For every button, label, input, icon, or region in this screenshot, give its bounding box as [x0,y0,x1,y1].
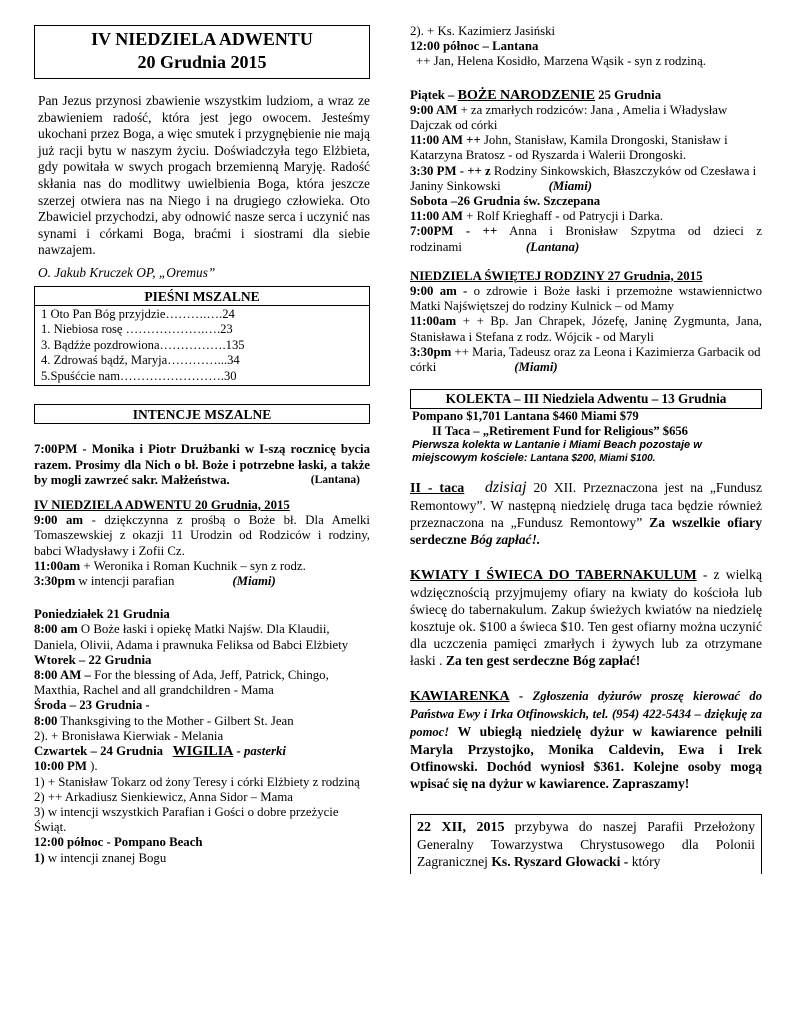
thanks-text: Za wszelkie ofiary serdeczne [410,515,762,548]
intention-text: ++ Maria, Tadeusz oraz za Leona i Kazimierza Garbacik od córki [410,344,761,375]
collection-note-amounts: Lantana $200, Miami $100. [527,453,656,465]
second-collection-label: II - taca [410,481,465,497]
wigilia-label: WIGILIA [172,744,234,760]
cafe-label: KAWIARENKA [410,689,510,705]
intention-first-place: (Lantana) [310,473,360,486]
intention-text: + + Bp. Jan Chrapek, Józefę, Janinę Zygmunta, Jana, Stanisława i Stefana z rodz. Wójcik - od Maryli [410,314,762,344]
mass-time: 9:00 am [34,513,84,528]
mass-time: 10:00 PM [34,759,87,774]
cafe-paragraph [410,687,762,792]
intention-item [410,345,762,375]
second-collection-text: 20 XII. Przeznaczona jest na „Fundusz Remontowy”. W następną niedzielę druga taca będzie również przeznaczona na „Fundusz Remontowy” [410,480,762,531]
song-item: 1 Oto Pan Bóg przyjdzie……….….24 [41,306,235,321]
mass-time: 11:00am [410,314,457,329]
bulletin-title: IV NIEDZIELA ADWENTU [91,29,313,49]
intention-item: 2). + Ks. Kazimierz Jasiński [410,24,556,38]
visit-name: Ks. Ryszard Głowacki - [487,854,629,870]
intention-text: Rodziny Sinkowskich, Błaszczyków od Czesława i Janiny Sinkowski [410,163,757,193]
intention-item: 1) + Stanisław Tokarz od żony Teresy i córki Elżbiety z rodziną [34,774,360,789]
intention-item [34,559,370,574]
second-collection-paragraph [410,479,762,548]
intention-item [34,714,370,729]
flowers-thanks: Za ten gest serdeczne Bóg zapłać! [442,653,641,669]
intention-item: ++ Jan, Helena Kosidło, Marzena Wąsik - syn z rodziną. [416,54,706,69]
visit-text: przybywa do naszej Parafii Przełożony Generalny Towarzystwa Chrystusowego dla Polonii Zagranicznej [417,819,755,870]
song-item: 3. Bądźże pozdrowiona…………….135 [41,337,245,352]
christmas-label: BOŻE NARODZENIE [457,87,595,103]
right-column [410,24,762,874]
day-label: Czwartek – 24 Grudnia [34,744,164,759]
intention-item [410,314,762,344]
thanks-god-text: Bóg zapłać!. [466,532,541,548]
flowers-paragraph [410,566,762,669]
intention-time-row [34,759,370,774]
intention-item [410,284,762,314]
holy-family-header: NIEDZIELA ŚWIĘTEJ RODZINY 27 Grudnia, 2015 [410,268,703,283]
cafe-text: W ubiegłą niedzielę dyżur w kawiarence pełnili Maryla Przystojko, Monika Caldevin, Ewa i Irek Otfinowski. Dochód wyniosł $361. Kolejne osoby mogą wpisać się na dyżur w kawiarence. Zapraszamy! [410,724,762,792]
mass-time: 7:00PM - ++ [410,224,498,239]
tuesday-header: Wtorek – 22 Grudnia [34,652,152,667]
intention-text: O Boże łaski i opiekę Matki Najśw. Dla Klaudii, Daniela, Olivii, Adama i prawnuka Feliksa od Babci Elżbiety [34,622,349,652]
collection-line: II Taca – „Retirement Fund for Religious” $656 [432,424,688,439]
bulletin-date: 20 Grudnia 2015 [137,52,267,72]
collection-note [410,439,762,465]
mass-time: 11:00 AM ++ [410,133,481,148]
intention-first-text: 7:00PM - Monika i Piotr Drużbanki w I-szą rocznicę bycia razem. Prosimy dla Nich o bł. Boże i potrzebne łaski, a także by mogli zawrzeć sakr. Małżeństwa. [34,442,370,487]
intention-text: John, Stanisław, Kamila Drongoski, Stanisław i Katarzyna Bratosz - od Ryszarda i Walerii Drongoski. [410,133,728,163]
intention-item [410,103,762,133]
mass-time: 3:30pm [410,344,452,359]
intro-paragraph: Pan Jezus przynosi zbawienie wszystkim ludziom, a wraz ze zbawieniem radość, która jest jego owocem. Jesteśmy ukochani przez Boga, a więc smutek i przygnębienie nie mają już racji bytu w naszym życiu. Doświadczyła tego Elżbieta, gdy powitała w swych progach brzemienną Maryję. Radość skłania nas do modlitwy uwielbienia Boga, która jeszcze szerzej otwiera nas na Niego i na drugiego człowieka. Oto Zbawiciel przychodzi, aby odnowić nasze serca i uczynić nas synami i córkami Boga, braćmi i siostrami dla siebie nawzajem. [38,93,370,258]
intentions-list [34,442,370,865]
mass-time: 3:30 PM - ++ z [410,163,491,178]
song-item: 5.Spuśćcie nam…………………….30 [41,368,237,383]
intention-item: 2). + Bronisława Kierwiak - Melania [34,728,224,743]
intentions-header: INTENCJE MSZALNE [34,404,370,424]
friday-header [410,88,762,103]
intention-text: - dziękczynna z prośbą o Boże bł. Dla Amelki Tomaszewskiej z okazji 11 Urodzin od Rodziców i rodziny, babci Władysławy i Zofii Cz. [34,513,370,558]
intention-text: w intencji znanej Bogu [44,850,167,865]
day-label: Piątek – [410,87,458,102]
day-date: 25 Grudnia [594,87,662,102]
mass-place: (Lantana) [525,239,580,254]
intentions-continued [410,24,762,375]
mass-time: 8:00 am [34,622,78,637]
intention-text: + za zmarłych rodziców: Jana , Amelia i Władysław Dajczak od córki [410,102,728,133]
collection-header: KOLEKTA – III Niedziela Adwentu – 13 Grudnia [410,389,762,409]
intro-signature: O. Jakub Kruczek OP, „Oremus” [38,264,216,280]
intention-text: Anna i Bronisław Szpytma od dzieci z rodzinami [410,224,762,254]
mass-time: 11:00am [34,558,81,573]
intention-text: w intencji parafian [75,574,175,589]
collection-line: Pompano $1,701 Lantana $460 Miami $79 [412,409,639,424]
intention-text: + Weronika i Roman Kuchnik – syn z rodz. [80,558,306,573]
thursday-header [34,744,370,759]
mass-time: 8:00 [34,713,58,728]
intention-text: For the blessing of Ada, Jeff, Patrick, Chingo, Maxthia, Rachel and all grandchildren - Mama [34,668,329,698]
intention-item [34,668,370,698]
mass-time: 11:00 AM [410,209,463,224]
intention-text: Thanksgiving to the Mother - Gilbert St. Jean [57,713,294,728]
mass-place: (Miami) [514,360,558,375]
sunday-header: IV NIEDZIELA ADWENTU 20 Grudnia, 2015 [34,498,290,513]
intention-item [410,224,762,254]
mass-time: 9:00 am - [410,284,468,299]
cafe-contact: - Zgłoszenia dyżurów proszę kierować do Państwa Ewy i Irka Otfinowskich, tel. (954) 422-5434 – dziękuję za pomoc! [410,689,762,740]
collection-note-text: Pierwsza kolekta w Lantanie i Miami Beach pozostaje w miejscowym kościele: [412,439,702,465]
monday-header: Poniedziałek 21 Grudnia [34,607,170,622]
intention-item [410,209,762,224]
item-number: 1) [34,850,45,865]
left-column [34,22,370,866]
mass-time: 3:30pm [34,574,76,589]
visit-date: 22 XII, 2015 [417,820,505,836]
song-item: 1. Niebiosa rosę ……………….….23 [41,322,233,337]
flowers-label: KWIATY I ŚWIECA DO TABERNAKULUM [410,568,697,584]
songs-header: PIEŚNI MSZALNE [34,286,370,306]
intention-item [34,851,370,866]
intention-text: + Rolf Krieghaff - od Patrycji i Darka. [462,209,663,224]
wednesday-header: Środa – 23 Grudnia - [34,698,150,713]
pasterki-label: - pasterki [233,744,286,759]
intention-item [34,513,370,559]
song-item: 4. Zdrowaś bądź, Maryja…………...34 [41,353,240,368]
intention-item [34,574,370,589]
midnight-header: 12:00 północ - Pompano Beach [34,835,203,850]
today-label: dzisiaj [484,479,527,497]
midnight-header: 12:00 północ – Lantana [410,39,539,54]
visit-tail: który [628,854,661,870]
intention-item [410,133,762,163]
visit-box [410,814,762,874]
songs-list [34,306,370,387]
intention-item: 2) ++ Arkadiusz Sienkiewicz, Anna Sidor – Mama [34,789,293,804]
intention-item [34,622,370,652]
time-suffix: ). [86,759,98,774]
intention-first [34,442,370,488]
flowers-text: - z wielką wdzięcznością przyjmujemy ofiary na kwiaty do kościoła lub świecę do tabernakulum. Zakup świeżych kwiatów na niedzielę kosztuje ok. $100 a świeca $10. Ten gest ofiarny można uczynić dla uczczenia pamięci zmarłych i żywych lub za otrzymane łaski . [410,567,762,669]
intention-text: o zdrowie i Boże łaski i przemożne wstawiennictwo Matki Najświętszej do rodziny Kulnick – od Mamy [410,284,762,314]
mass-place: (Miami) [548,178,593,193]
intention-item: 3) w intencji wszystkich Parafian i Gości o dobre przeżycie Świąt. [34,804,339,835]
mass-time: 9:00 AM [410,102,458,117]
mass-place: (Miami) [232,574,276,589]
mass-time: 8:00 AM – [34,668,91,683]
bulletin-title-box [34,25,370,79]
saturday-header: Sobota –26 Grudnia św. Szczepana [410,194,601,209]
intention-item [410,164,762,194]
